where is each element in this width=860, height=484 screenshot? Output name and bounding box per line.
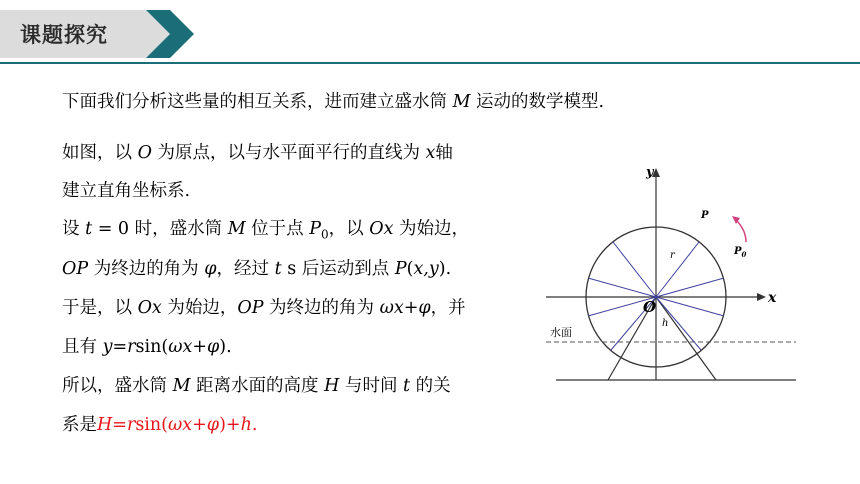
water-surface-label: 水面 [550, 326, 572, 339]
text-line-1: 如图，以 O 为原点，以与水平面平行的直线为 x轴 [62, 143, 453, 163]
text-line-4: OP 为终边的角为 φ，经过 t s 后运动到点 P(x,y). [62, 259, 452, 279]
header-bar [0, 0, 860, 70]
radius-label: r [670, 250, 675, 261]
text-line-5: 于是，以 Ox 为始边，OP 为终边的角为 ωx+φ，并 [62, 298, 466, 318]
intro-sentence: 下面我们分析这些量的相互关系，进而建立盛水筒 M 运动的数学模型. [62, 92, 605, 112]
support-leg-right [656, 297, 716, 380]
height-label: h [662, 318, 669, 329]
formula-height: H=rsin(ωx+φ)+h. [97, 415, 258, 435]
text-line-6: 且有 y=rsin(ωx+φ). [62, 337, 232, 357]
point-p-label: P [701, 210, 709, 221]
header-decoration [0, 0, 860, 70]
point-p0-label: $P_0$ [734, 246, 747, 259]
x-axis-arrow-icon [757, 293, 766, 301]
text-line-2: 建立直角坐标系. [62, 181, 191, 201]
text-line-3: 设 t = 0 时，盛水筒 M 位于点 $P_0$，以 Ox 为始边， [62, 219, 470, 242]
section-title: 课题探究 [20, 23, 108, 47]
origin-label: O [643, 298, 657, 316]
x-axis-label: x [768, 290, 777, 306]
rotation-arrow [736, 220, 746, 242]
water-wheel-diagram [546, 160, 806, 385]
text-line-8: 系是H=rsin(ωx+φ)+h. [62, 415, 258, 435]
y-axis-label: y [646, 165, 654, 180]
text-line-7: 所以，盛水筒 M 距离水面的高度 H 与时间 t 的关 [62, 376, 451, 396]
